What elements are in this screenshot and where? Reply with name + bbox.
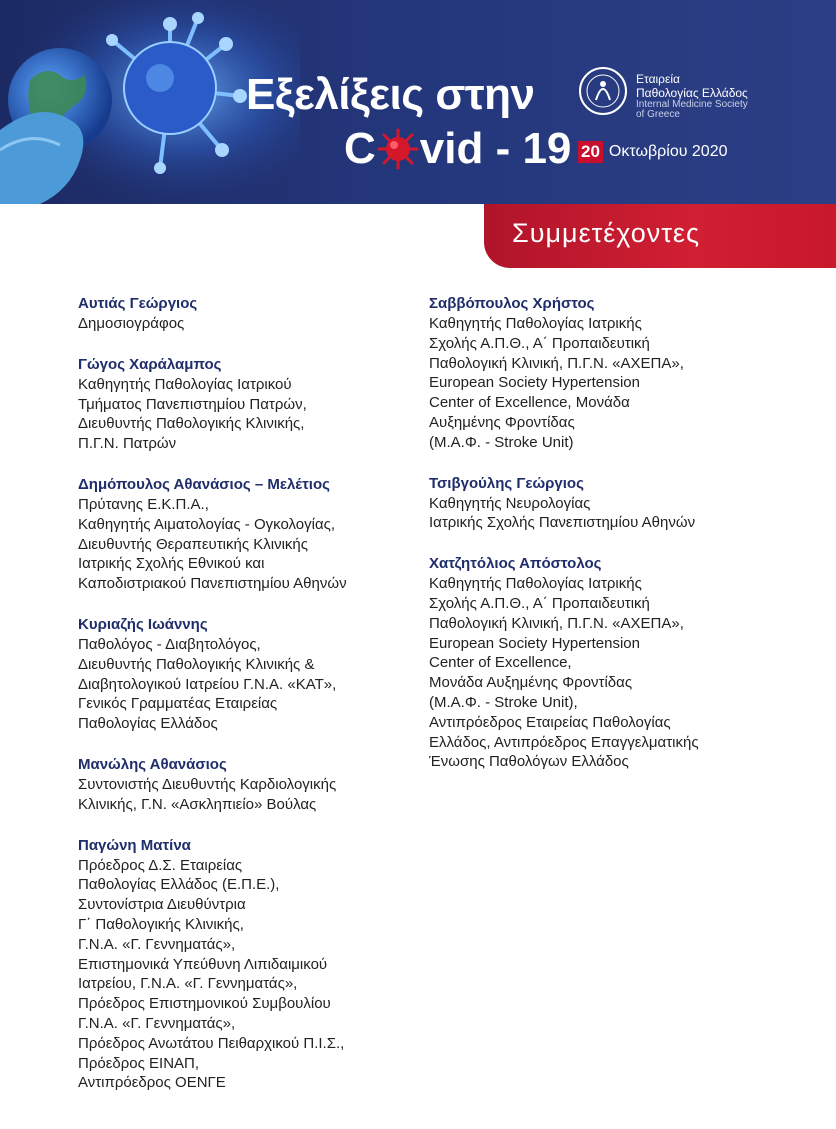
- participant-title-line: Καθηγητής Αιματολογίας - Ογκολογίας,: [78, 515, 336, 533]
- participant-name: Μανώλης Αθανάσιος: [78, 755, 227, 773]
- title-rest: vid - 19: [419, 124, 572, 173]
- participant-title-line: Αντιπρόεδρος Εταιρείας Παθολογίας: [429, 713, 671, 731]
- participant-title-line: Συντονιστής Διευθυντής Καρδιολογικής: [78, 775, 337, 793]
- participant-entry: [429, 294, 789, 453]
- participant-title-line: Center of Excellence,: [429, 654, 572, 672]
- participant-title-line: Διευθυντής Παθολογικής Κλινικής &: [78, 655, 315, 673]
- participant-title-line: Γ.Ν.Α. «Γ. Γεννηματάς»,: [78, 935, 236, 953]
- society-name-line2: Παθολογίας Ελλάδος: [636, 86, 748, 100]
- participant-entry: [429, 554, 789, 772]
- participant-name: Γώγος Χαράλαμπος: [78, 355, 222, 373]
- event-date: [578, 140, 728, 164]
- participant-name: Αυτιάς Γεώργιος: [78, 295, 198, 312]
- participant-title-line: Πρόεδρος Ανωτάτου Πειθαρχικού Π.Ι.Σ.,: [78, 1034, 345, 1052]
- participant-title-line: Γ΄ Παθολογικής Κλινικής,: [78, 915, 244, 933]
- date-month-year: Οκτωβρίου 2020: [608, 143, 728, 160]
- participant-title-line: Παθολογίας Ελλάδος (Ε.Π.Ε.),: [78, 876, 280, 894]
- participant-title-line: Παθολόγος - Διαβητολόγος,: [78, 635, 261, 653]
- participant-title-line: Πρόεδρος Δ.Σ. Εταιρείας: [78, 856, 243, 874]
- participant-title-line: Ελλάδος, Αντιπρόεδρος Επαγγελματικής: [429, 733, 699, 751]
- participant-title-line: (Μ.Α.Φ. - Stroke Unit): [429, 433, 574, 451]
- participant-title-line: Παθολογική Κλινική, Π.Γ.Ν. «ΑΧΕΠΑ»,: [429, 354, 684, 372]
- participant-title-line: Π.Γ.Ν. Πατρών: [78, 435, 177, 453]
- society-seal-icon: [578, 66, 628, 116]
- participant-name: Κυριαζής Ιωάννης: [78, 615, 208, 633]
- participant-title-line: Πρόεδρος Επιστημονικού Συμβουλίου: [78, 995, 331, 1013]
- participant-title-line: Ένωσης Παθολόγων Ελλάδος: [429, 753, 629, 771]
- participant-title-line: Γενικός Γραμματέας Εταιρείας: [78, 695, 278, 713]
- participant-title-line: (Μ.Α.Φ. - Stroke Unit),: [429, 693, 578, 711]
- society-english-name: [636, 100, 748, 120]
- participant-title-line: Συντονίστρια Διευθύντρια: [78, 896, 246, 914]
- participant-title-line: Καθηγητής Παθολογίας Ιατρικού: [78, 375, 292, 393]
- participant-entry: [78, 755, 438, 815]
- participant-title-line: Γ.Ν.Α. «Γ. Γεννηματάς»,: [78, 1014, 236, 1032]
- participant-entry: [78, 294, 438, 334]
- virus-icon: [377, 128, 419, 170]
- society-name-line1: Εταιρεία: [636, 72, 680, 86]
- participant-title-line: Αντιπρόεδρος ΟΕΝΓΕ: [78, 1074, 226, 1092]
- participants-right-column: [429, 294, 789, 793]
- participant-title-line: Καποδιστριακού Πανεπιστημίου Αθηνών: [78, 575, 347, 593]
- participant-name: Χατζητόλιος Απόστολος: [429, 555, 602, 573]
- participant-entry: [429, 474, 789, 534]
- participant-name: Δημόπουλος Αθανάσιος – Μελέτιος: [78, 475, 330, 493]
- participant-entry: [78, 836, 438, 1094]
- title-letter-c: C: [344, 124, 376, 173]
- participant-title-line: Καθηγητής Παθολογίας Ιατρικής: [429, 575, 642, 593]
- participant-title-line: Πρόεδρος ΕΙΝΑΠ,: [78, 1054, 200, 1072]
- participant-title-line: Καθηγητής Παθολογίας Ιατρικής: [429, 315, 642, 332]
- participant-title-line: Σχολής Α.Π.Θ., Α΄ Προπαιδευτική: [429, 594, 650, 612]
- society-en-line1: Internal Medicine Society: [636, 99, 748, 110]
- participant-entry: [78, 615, 438, 734]
- participant-title-line: Επιστημονικά Υπεύθυνη Λιπιδαιμικού: [78, 955, 328, 973]
- participant-title-line: Πρύτανης Ε.Κ.Π.Α.,: [78, 495, 209, 513]
- event-title-line1: Εξελίξεις στην: [246, 70, 535, 119]
- participant-entry: [78, 475, 438, 594]
- participant-title-line: European Society Hypertension: [429, 634, 640, 652]
- event-title-line2: [344, 124, 571, 174]
- participant-title-line: Μονάδα Αυξημένης Φροντίδας: [429, 674, 633, 692]
- participant-title-line: Δημοσιογράφος: [78, 315, 185, 332]
- society-name: [636, 72, 748, 100]
- participant-name: Τσιβγούλης Γεώργιος: [429, 474, 584, 492]
- participant-title-line: Παθολογική Κλινική, Π.Γ.Ν. «ΑΧΕΠΑ»,: [429, 614, 684, 632]
- participant-name: Σαββόπουλος Χρήστος: [429, 295, 595, 312]
- participant-title-line: European Society Hypertension: [429, 374, 640, 392]
- participant-title-line: Αυξημένης Φροντίδας: [429, 413, 575, 431]
- participant-title-line: Σχολής Α.Π.Θ., Α΄ Προπαιδευτική: [429, 334, 650, 352]
- participant-title-line: Center of Excellence, Μονάδα: [429, 394, 630, 412]
- participant-title-line: Ιατρικής Σχολής Εθνικού και: [78, 555, 265, 573]
- participant-name: Παγώνη Ματίνα: [78, 836, 191, 854]
- participant-title-line: Τμήματος Πανεπιστημίου Πατρών,: [78, 395, 307, 413]
- section-title: Συμμετέχοντες: [512, 218, 700, 248]
- participant-title-line: Διευθυντής Παθολογικής Κλινικής,: [78, 415, 305, 433]
- participant-title-line: Καθηγητής Νευρολογίας: [429, 494, 591, 512]
- participant-entry: [78, 355, 438, 454]
- participant-title-line: Ιατρείου, Γ.Ν.Α. «Γ. Γεννηματάς»,: [78, 975, 298, 993]
- society-logo-block: [578, 66, 818, 126]
- participant-title-line: Ιατρικής Σχολής Πανεπιστημίου Αθηνών: [429, 514, 696, 532]
- participant-title-line: Διευθυντής Θεραπευτικής Κλινικής: [78, 535, 308, 553]
- participants-left-column: [78, 294, 438, 1114]
- participant-title-line: Παθολογίας Ελλάδος: [78, 715, 218, 733]
- header-banner: [0, 0, 836, 204]
- participant-title-line: Διαβητολογικού Ιατρείου Γ.Ν.Α. «ΚΑΤ»,: [78, 675, 337, 693]
- date-day: 20: [578, 141, 603, 163]
- section-header: [484, 204, 836, 268]
- participant-title-line: Κλινικής, Γ.Ν. «Ασκληπιείο» Βούλας: [78, 795, 317, 813]
- society-en-line2: of Greece: [636, 109, 680, 120]
